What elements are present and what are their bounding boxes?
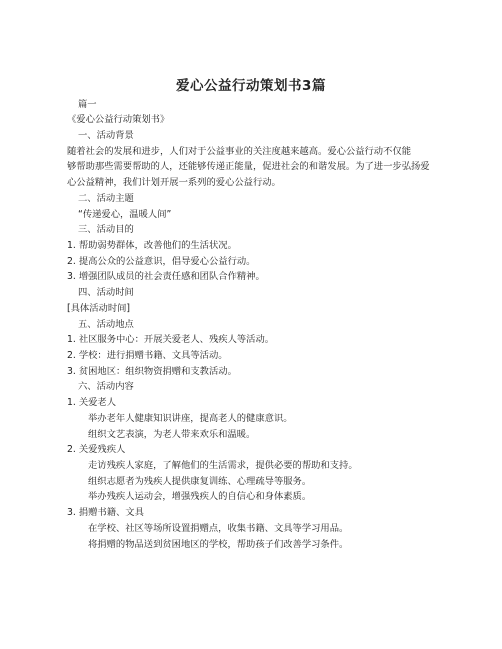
theme-text: “传递爱心，温暖人间” xyxy=(78,209,172,220)
time-value: [具体活动时间] xyxy=(67,303,131,314)
background-paragraph-line: 随着社会的发展和进步，人们对于公益事业的关注度越来越高。爱心公益行动不仅能 xyxy=(67,146,411,157)
document-title: 爱心公益行动策划书3篇 xyxy=(176,78,326,94)
section-heading-theme: 二、活动主题 xyxy=(78,193,134,204)
section-heading-content: 六、活动内容 xyxy=(78,381,134,392)
content-line: 举办老年人健康知识讲座，提高老人的健康意识。 xyxy=(88,413,293,424)
location-item: 1. 社区服务中心：开展关爱老人、残疾人等活动。 xyxy=(67,334,275,345)
section-heading-location: 五、活动地点 xyxy=(78,319,134,330)
content-line: 将捐赠的物品送到贫困地区的学校，帮助孩子们改善学习条件。 xyxy=(88,539,349,550)
content-subheading-disabled: 2. 关爱残疾人 xyxy=(67,444,126,455)
content-line: 走访残疾人家庭，了解他们的生活需求，提供必要的帮助和支持。 xyxy=(88,460,358,471)
section-heading-background: 一、活动背景 xyxy=(78,130,134,141)
doc-name: 《爱心公益行动策划书》 xyxy=(67,114,170,125)
purpose-item: 2. 提高公众的公益意识，倡导爱心公益行动。 xyxy=(67,256,256,267)
part-label: 篇一 xyxy=(78,99,97,110)
background-paragraph-line: 心公益精神，我们计划开展一系列的爱心公益行动。 xyxy=(67,177,281,188)
purpose-item: 3. 增强团队成员的社会责任感和团队合作精神。 xyxy=(67,271,265,282)
content-line: 在学校、社区等场所设置捐赠点，收集书籍、文具等学习用品。 xyxy=(88,523,349,534)
location-item: 3. 贫困地区：组织物资捐赠和支教活动。 xyxy=(67,366,237,377)
content-line: 组织志愿者为残疾人提供康复训练、心理疏导等服务。 xyxy=(88,476,312,487)
section-heading-time: 四、活动时间 xyxy=(78,287,134,298)
location-item: 2. 学校：进行捐赠书籍、文具等活动。 xyxy=(67,350,228,361)
content-line: 举办残疾人运动会，增强残疾人的自信心和身体素质。 xyxy=(88,491,312,502)
content-line: 组织文艺表演，为老人带来欢乐和温暖。 xyxy=(88,429,256,440)
purpose-item: 1. 帮助弱势群体，改善他们的生活状况。 xyxy=(67,240,237,251)
content-subheading-elderly: 1. 关爱老人 xyxy=(67,397,117,408)
background-paragraph-line: 够帮助那些需要帮助的人，还能够传递正能量，促进社会的和谐发展。为了进一步弘扬爱 xyxy=(67,161,430,172)
content-subheading-donation: 3. 捐赠书籍、文具 xyxy=(67,507,144,518)
section-heading-purpose: 三、活动目的 xyxy=(78,224,134,235)
